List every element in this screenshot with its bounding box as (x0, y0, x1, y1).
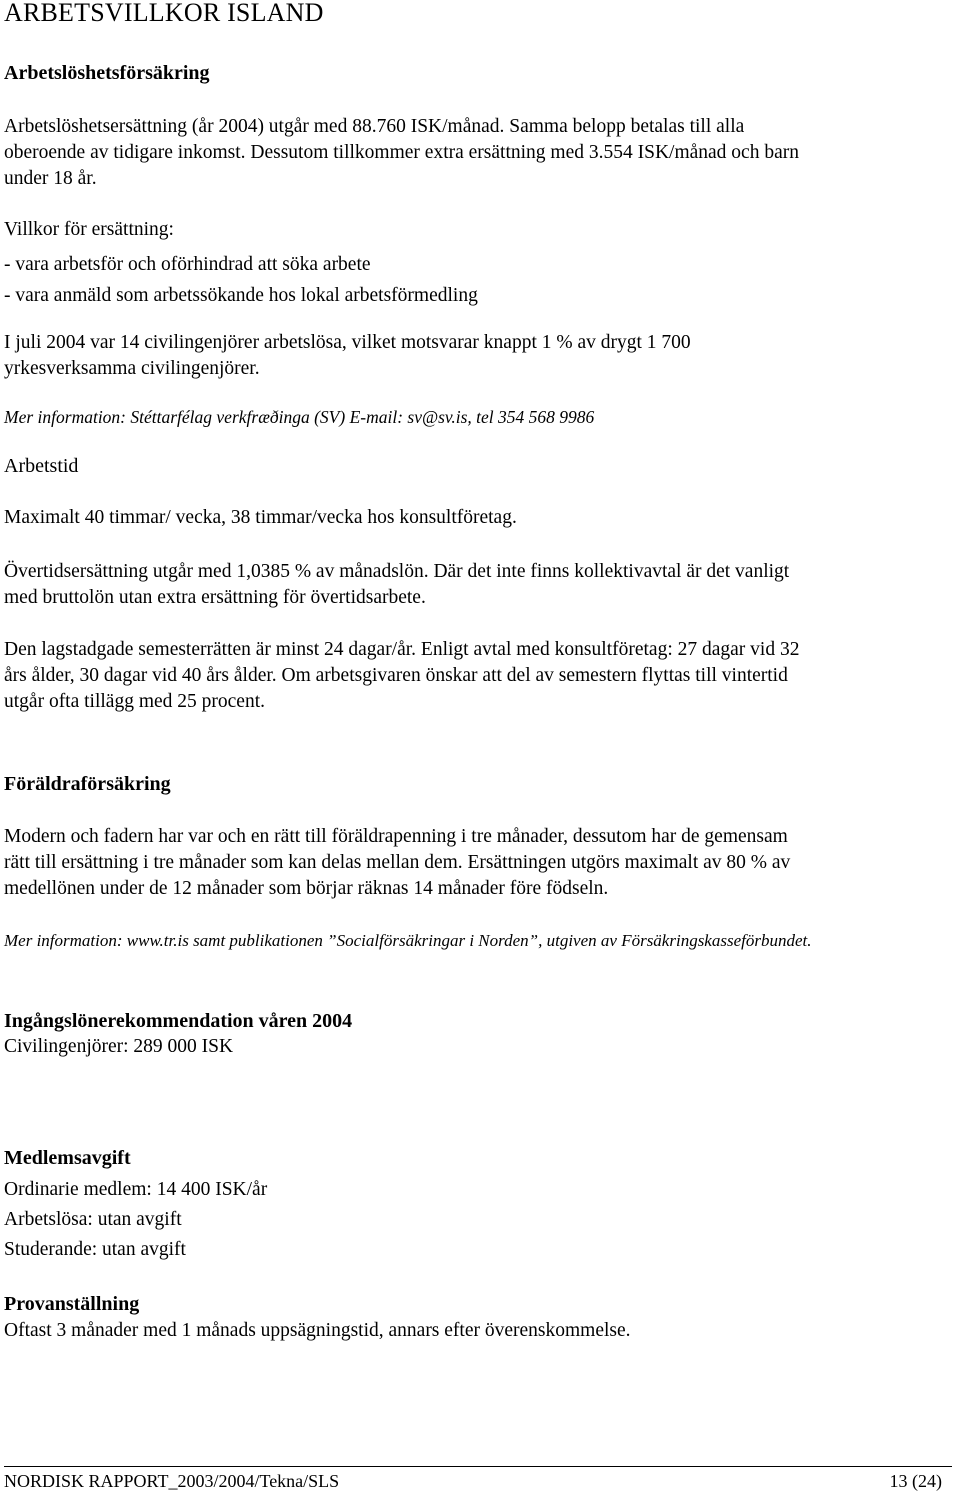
starting-salary-heading: Ingångslönerekommendation våren 2004 (4, 1010, 353, 1032)
text-line: medellönen under de 12 månader som börjar räknas 14 månader före födseln. (4, 878, 609, 899)
text-line: års ålder, 30 dagar vid 40 års ålder. Om arbetsgivaren önskar att del av semestern flyttas till vintertid (4, 665, 788, 686)
list-item: Arbetslösa: utan avgift (4, 1209, 182, 1230)
membership-heading: Medlemsavgift (4, 1147, 131, 1169)
working-hours-heading: Arbetstid (4, 455, 79, 477)
text-line: Modern och fadern har var och en rätt till föräldrapenning i tre månader, dessutom har de gemensam (4, 826, 788, 847)
list-item: Ordinarie medlem: 14 400 ISK/år (4, 1179, 268, 1200)
text-line: utgår ofta tillägg med 25 procent. (4, 691, 266, 712)
parental-heading: Föräldraförsäkring (4, 773, 171, 795)
vacation-paragraph (4, 637, 954, 715)
unemployment-heading: Arbetslöshetsförsäkring (4, 62, 210, 84)
text-line: under 18 år. (4, 168, 97, 189)
probation-heading: Provanställning (4, 1293, 140, 1315)
text-line: yrkesverksamma civilingenjörer. (4, 358, 260, 379)
unemployment-stats (4, 330, 954, 382)
unemployment-paragraph (4, 114, 954, 192)
membership-list (4, 1175, 954, 1265)
working-hours-p1: Maximalt 40 timmar/ vecka, 38 timmar/vecka hos konsultföretag. (4, 507, 517, 528)
overtime-paragraph (4, 559, 954, 611)
footer-page-number: 13 (24) (889, 1471, 942, 1491)
conditions-list (4, 249, 954, 311)
text-line: oberoende av tidigare inkomst. Dessutom tillkommer extra ersättning med 3.554 ISK/månad och barn (4, 142, 799, 163)
parental-more-info: Mer information: www.tr.is samt publikationen ”Socialförsäkringar i Norden”, utgiven av Försäkringskasseförbundet. (4, 931, 812, 950)
text-line: med bruttolön utan extra ersättning för övertidsarbete. (4, 587, 426, 608)
probation-text: Oftast 3 månader med 1 månads uppsägningstid, annars efter överenskommelse. (4, 1320, 631, 1341)
document-title: ARBETSVILLKOR ISLAND (4, 0, 324, 27)
parental-paragraph (4, 824, 954, 902)
text-line: Arbetslöshetsersättning (år 2004) utgår med 88.760 ISK/månad. Samma belopp betalas till alla (4, 116, 745, 137)
unemployment-more-info: Mer information: Stéttarfélag verkfræðinga (SV) E-mail: sv@sv.is, tel 354 568 9986 (4, 407, 595, 427)
list-item: - vara arbetsför och oförhindrad att söka arbete (4, 254, 371, 275)
text-line: rätt till ersättning i tre månader som kan delas mellan dem. Ersättningen utgörs maximalt av 80 % av (4, 852, 791, 873)
starting-salary-text: Civilingenjörer: 289 000 ISK (4, 1036, 234, 1057)
text-line: I juli 2004 var 14 civilingenjörer arbetslösa, vilket motsvarar knappt 1 % av drygt 1 700 (4, 332, 691, 353)
text-line: Den lagstadgade semesterrätten är minst 24 dagar/år. Enligt avtal med konsultföretag: 27 dagar vid 32 (4, 639, 800, 660)
list-item: Studerande: utan avgift (4, 1239, 186, 1260)
text-line: Övertidsersättning utgår med 1,0385 % av månadslön. Där det inte finns kollektivavtal är det vanligt (4, 561, 790, 582)
footer-divider (4, 1466, 952, 1467)
list-item: - vara anmäld som arbetssökande hos lokal arbetsförmedling (4, 285, 478, 306)
conditions-heading: Villkor för ersättning: (4, 219, 174, 240)
footer-report-id: NORDISK RAPPORT_2003/2004/Tekna/SLS (4, 1471, 340, 1491)
